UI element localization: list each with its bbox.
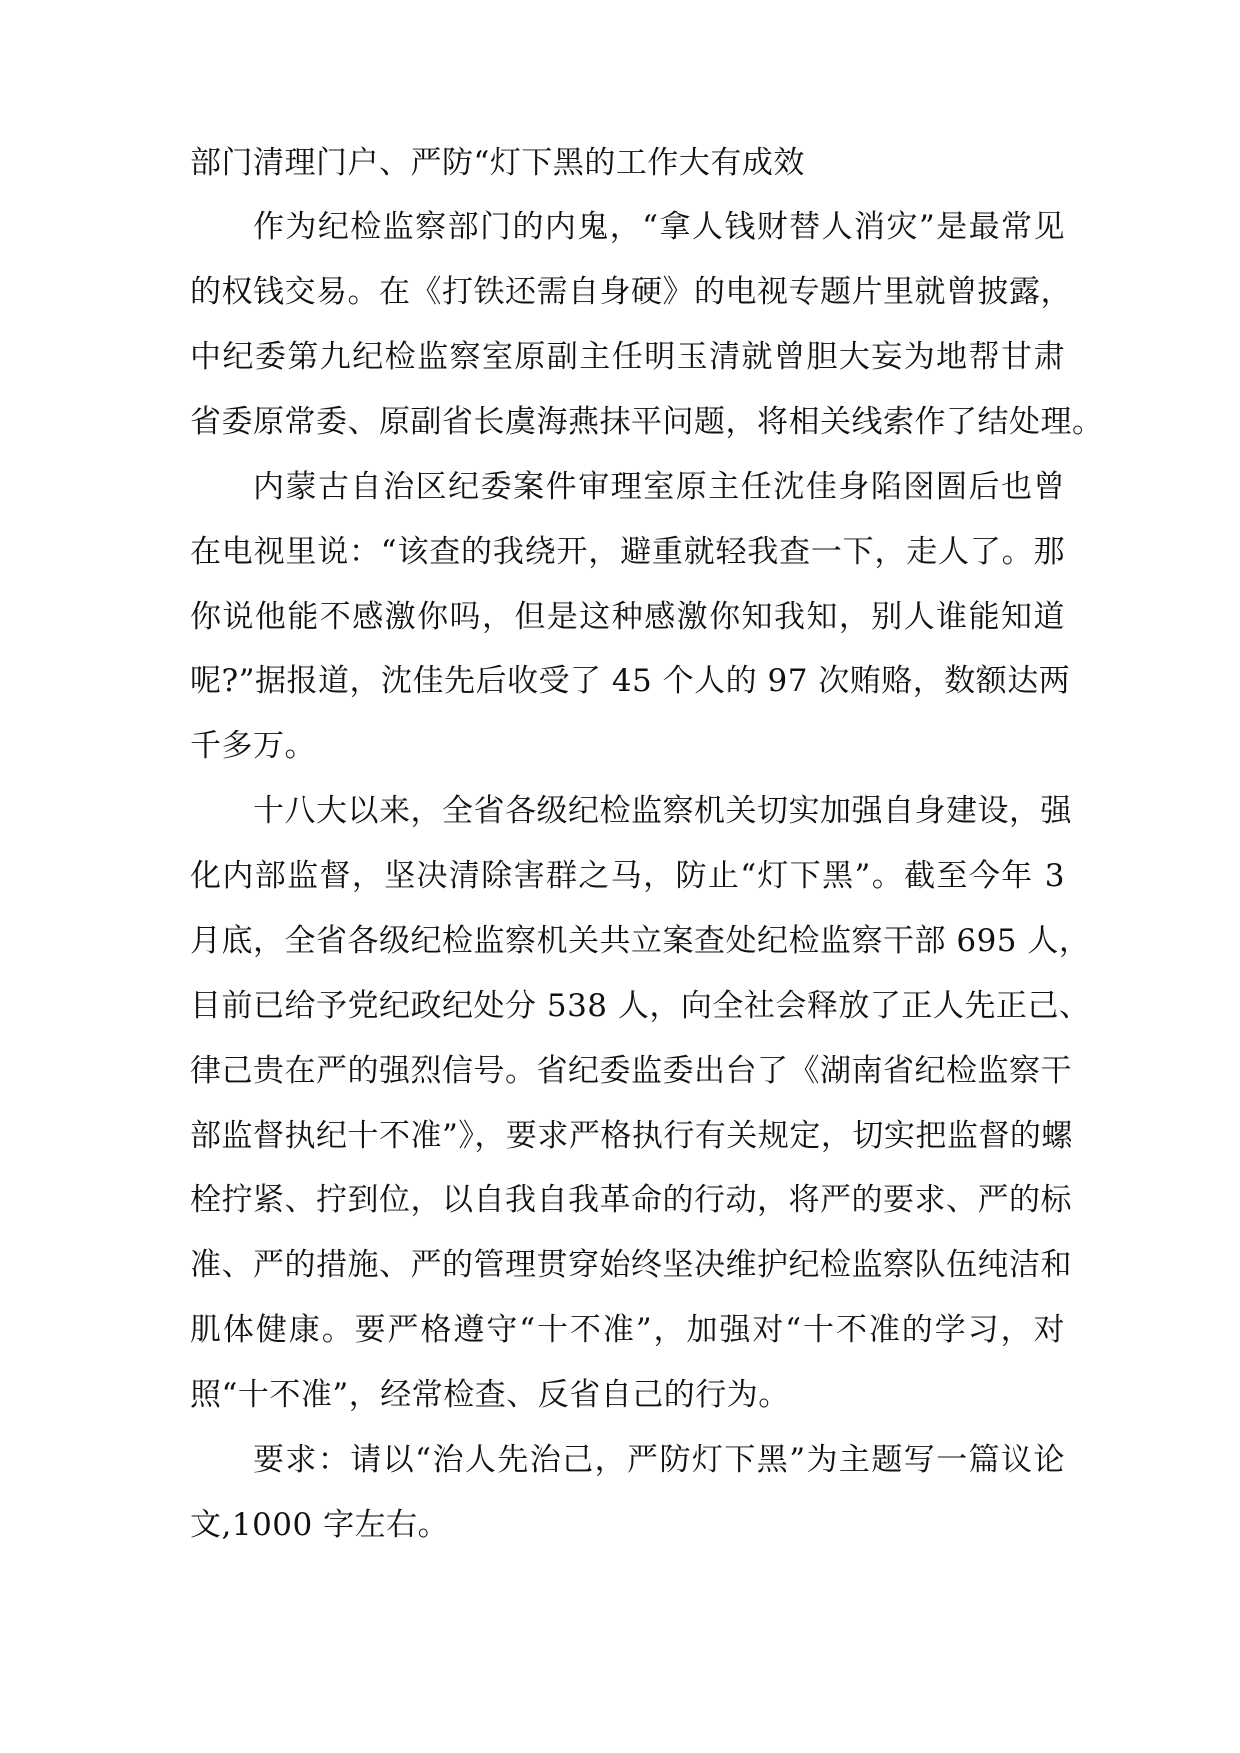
text-line: 化内部监督，坚决清除害群之马，防止“灯下黑”。截至今年 3: [190, 858, 1065, 894]
text-line: 在电视里说：“该查的我绕开，避重就轻我查一下，走人了。那: [190, 534, 1065, 570]
text-line: 栓拧紧、拧到位，以自我自我革命的行动，将严的要求、严的标: [190, 1182, 1072, 1218]
text-line: 月底，全省各级纪检监察机关共立案查处纪检监察干部 695 人，: [190, 923, 1091, 959]
text-line: 照“十不准”，经常检查、反省自己的行为。: [190, 1377, 790, 1413]
text-line: 部监督执纪十不准”》，要求严格执行有关规定，切实把监督的螺: [190, 1118, 1073, 1154]
text-line: 肌体健康。要严格遵守“十不准”，加强对“十不准的学习，对: [190, 1312, 1065, 1348]
text-line: 省委原常委、原副省长虞海燕抹平问题，将相关线索作了结处理。: [190, 404, 1104, 440]
text-line: 律己贵在严的强烈信号。省纪委监委出台了《湖南省纪检监察干: [190, 1053, 1072, 1089]
text-line: 中纪委第九纪检监察室原副主任明玉清就曾胆大妄为地帮甘肃: [190, 339, 1065, 375]
text-line: 内蒙古自治区纪委案件审理室原主任沈佳身陷囹圄后也曾: [253, 469, 1065, 505]
text-line: 的权钱交易。在《打铁还需自身硬》的电视专题片里就曾披露，: [190, 274, 1072, 310]
text-line: 作为纪检监察部门的内鬼，“拿人钱财替人消灾”是最常见: [253, 209, 1065, 245]
text-line: 要求：请以“治人先治己，严防灯下黑”为主题写一篇议论: [253, 1442, 1065, 1478]
text-line: 你说他能不感激你吗，但是这种感激你知我知，别人谁能知道: [190, 599, 1065, 635]
text-line: 目前已给予党纪政纪处分 538 人，向全社会释放了正人先正己、: [190, 988, 1091, 1024]
text-line: 十八大以来，全省各级纪检监察机关切实加强自身建设，强: [253, 793, 1072, 829]
text-line: 呢?”据报道，沈佳先后收受了 45 个人的 97 次贿赂，数额达两: [190, 663, 1071, 699]
text-line: 千多万。: [190, 728, 316, 764]
text-line: 准、严的措施、严的管理贯穿始终坚决维护纪检监察队伍纯洁和: [190, 1247, 1072, 1283]
text-line: 文,1000 字左右。: [190, 1507, 450, 1543]
text-line: 部门清理门户、严防“灯下黑的工作大有成效: [190, 145, 805, 181]
